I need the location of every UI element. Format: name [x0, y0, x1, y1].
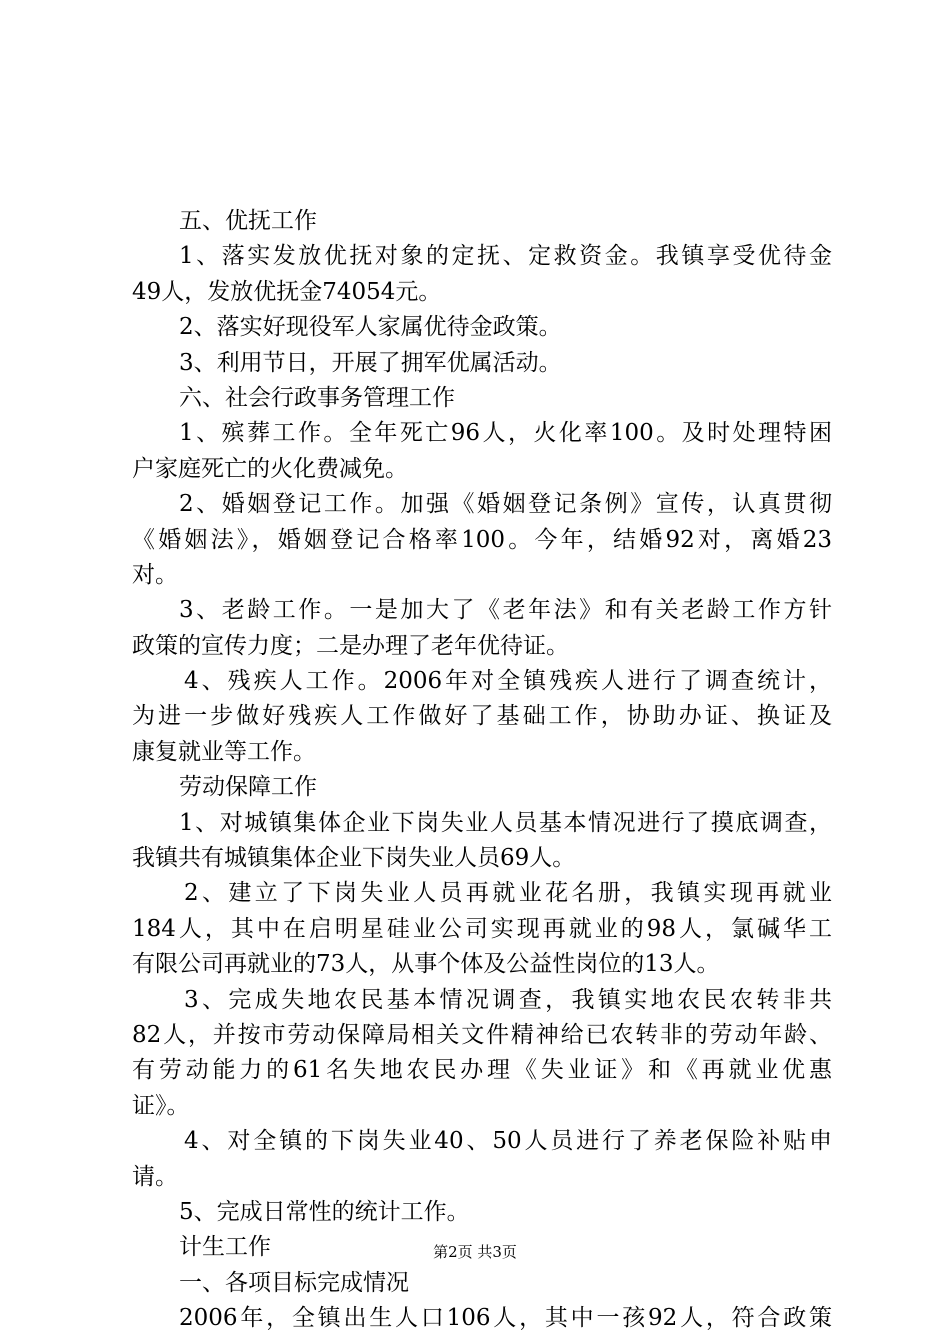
document-body — [132, 204, 832, 1337]
text-line: 为进一步做好残疾人工作做好了基础工作，协助办证、换证及 — [132, 703, 832, 730]
text-line: 4、残疾人工作。2006年对全镇残疾人进行了调查统计， — [184, 668, 832, 695]
text-line: 82人，并按市劳动保障局相关文件精神给已农转非的劳动年龄、 — [132, 1021, 832, 1048]
text-line: 2、婚姻登记工作。加强《婚姻登记条例》宣传，认真贯彻 — [179, 491, 832, 518]
text-line: 对。 — [132, 561, 178, 588]
text-line: 证》。 — [132, 1092, 190, 1119]
text-line: 我镇共有城镇集体企业下岗失业人员69人。 — [132, 845, 576, 872]
text-line: 3、利用节日，开展了拥军优属活动。 — [179, 349, 562, 376]
text-line: 1、对城镇集体企业下岗失业人员基本情况进行了摸底调查， — [179, 809, 832, 836]
text-line: 五、优抚工作 — [179, 208, 317, 234]
text-line: 1、落实发放优抚对象的定抚、定救资金。我镇享受优待金 — [179, 243, 832, 270]
text-line: 有劳动能力的61名失地农民办理《失业证》和《再就业优惠 — [132, 1057, 832, 1084]
text-line: 户家庭死亡的火化费减免。 — [132, 455, 408, 482]
text-line: 劳动保障工作 — [179, 774, 317, 801]
text-line: 184人，其中在启明星硅业公司实现再就业的98人，氯碱华工 — [132, 915, 832, 942]
text-line: 1、殡葬工作。全年死亡96人，火化率100。及时处理特困 — [179, 420, 832, 447]
text-line: 有限公司再就业的73人，从事个体及公益性岗位的13人。 — [132, 951, 720, 978]
text-line: 4、对全镇的下岗失业40、50人员进行了养老保险补贴申 — [184, 1128, 832, 1155]
text-line: 六、社会行政事务管理工作 — [179, 384, 455, 411]
text-line: 2、落实好现役军人家属优待金政策。 — [179, 314, 562, 341]
text-line: 请。 — [132, 1163, 178, 1190]
text-line: 《婚姻法》，婚姻登记合格率100。今年，结婚92对，离婚23 — [132, 526, 832, 553]
text-line: 政策的宣传力度；二是办理了老年优待证。 — [132, 632, 569, 659]
text-line: 5、完成日常性的统计工作。 — [179, 1198, 470, 1225]
text-line: 49人，发放优抚金74054元。 — [132, 278, 442, 305]
page-footer: 第2页 共3页 — [433, 1243, 517, 1261]
text-line: 3、完成失地农民基本情况调查，我镇实地农民农转非共 — [184, 986, 832, 1013]
text-line: 2006年，全镇出生人口106人，其中一孩92人，符合政策 — [179, 1305, 832, 1332]
text-line: 2、建立了下岗失业人员再就业花名册，我镇实现再就业 — [184, 880, 832, 907]
text-line: 计生工作 — [179, 1234, 271, 1261]
text-line: 3、老龄工作。一是加大了《老年法》和有关老龄工作方针 — [179, 597, 832, 624]
text-line: 一、各项目标完成情况 — [179, 1269, 409, 1296]
text-line: 康复就业等工作。 — [132, 738, 316, 765]
